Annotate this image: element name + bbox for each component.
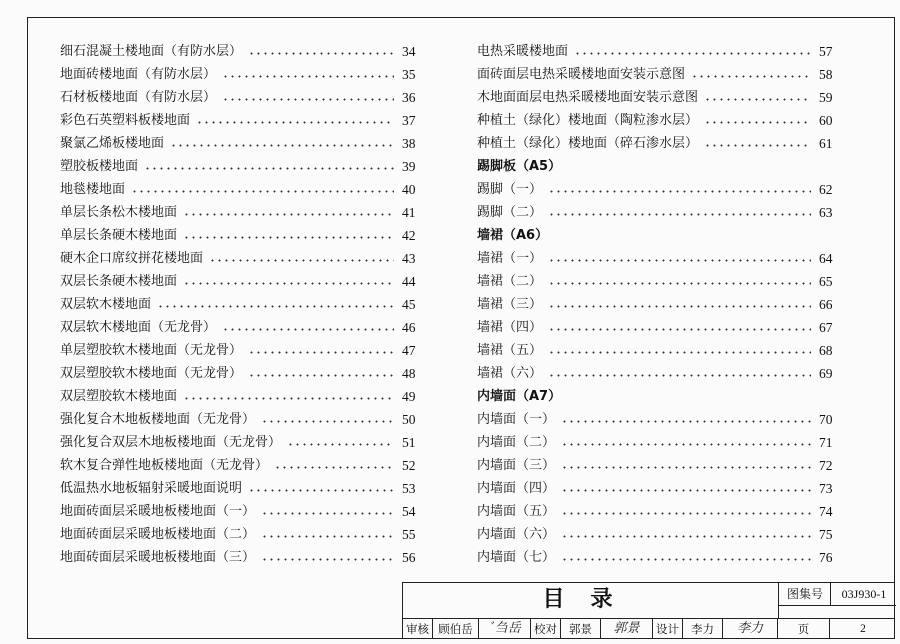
toc-section-heading-text: 内墙面（A7）	[477, 389, 562, 404]
toc-dot-leader	[248, 40, 394, 63]
toc-entry-page: 64	[819, 251, 833, 266]
toc-dot-leader	[183, 270, 394, 293]
toc-entry[interactable]	[477, 431, 837, 454]
toc-entry-title: 地面砖面层采暖地板楼地面（二）	[60, 523, 257, 546]
toc-entry[interactable]	[60, 270, 420, 293]
toc-entry-title: 单层长条硬木楼地面	[60, 224, 179, 247]
toc-entry-page: 54	[402, 504, 416, 519]
toc-entry-title: 聚氯乙烯板楼地面	[60, 132, 166, 155]
atlas-number-label: 图集号	[778, 583, 831, 605]
toc-entry[interactable]	[477, 454, 837, 477]
toc-entry-title: 地毯楼地面	[60, 178, 127, 201]
toc-entry[interactable]	[477, 546, 837, 569]
title-block-row-signatures	[402, 618, 895, 639]
toc-dot-leader	[691, 63, 811, 86]
toc-dot-leader	[561, 546, 811, 569]
toc-entry[interactable]	[60, 500, 420, 523]
review-signature: ﾞ刍岳	[479, 619, 531, 639]
toc-entry-page: 43	[402, 251, 416, 266]
toc-entry-title: 墙裙（六）	[477, 362, 544, 385]
review-label: 审核	[403, 619, 433, 639]
toc-entry-page: 44	[402, 274, 416, 289]
toc-entry-title: 内墙面（七）	[477, 546, 557, 569]
toc-entry-page: 55	[402, 527, 416, 542]
sheet-title: 目录	[542, 587, 639, 612]
toc-entry-title: 强化复合木地板楼地面（无龙骨）	[60, 408, 257, 431]
toc-dot-leader	[548, 178, 811, 201]
toc-entry-page: 36	[402, 90, 416, 105]
proof-label: 校对	[531, 619, 561, 639]
toc-entry-title: 单层塑胶软木楼地面（无龙骨）	[60, 339, 244, 362]
toc-entry-title: 墙裙（四）	[477, 316, 544, 339]
toc-section-heading	[477, 224, 837, 247]
toc-entry[interactable]	[477, 247, 837, 270]
toc-entry[interactable]	[60, 385, 420, 408]
toc-dot-leader	[548, 362, 811, 385]
toc-entry-page: 69	[819, 366, 833, 381]
toc-dot-leader	[131, 178, 394, 201]
toc-dot-leader	[274, 454, 394, 477]
atlas-box-lower	[778, 605, 896, 619]
toc-dot-leader	[196, 109, 394, 132]
toc-dot-leader	[222, 63, 394, 86]
toc-dot-leader	[157, 293, 394, 316]
toc-entry-title: 细石混凝土楼地面（有防水层）	[60, 40, 244, 63]
title-block	[402, 582, 895, 639]
toc-entry[interactable]	[477, 132, 837, 155]
toc-entry[interactable]	[477, 63, 837, 86]
toc-entry-page: 68	[819, 343, 833, 358]
toc-entry-page: 48	[402, 366, 416, 381]
toc-entry-page: 35	[402, 67, 416, 82]
toc-entry[interactable]	[477, 408, 837, 431]
toc-dot-leader	[287, 431, 394, 454]
toc-entry-title: 地面砖楼地面（有防水层）	[60, 63, 218, 86]
toc-entry-page: 47	[402, 343, 416, 358]
design-signature: 李力	[723, 619, 778, 639]
toc-entry-title: 低温热水地板辐射采暖地面说明	[60, 477, 244, 500]
toc-entry-title: 硬木企口席纹拼花楼地面	[60, 247, 205, 270]
toc-entry-title: 内墙面（二）	[477, 431, 557, 454]
toc-dot-leader	[261, 523, 394, 546]
toc-dot-leader	[704, 109, 811, 132]
toc-dot-leader	[561, 477, 811, 500]
toc-entry[interactable]	[60, 293, 420, 316]
toc-entry[interactable]	[60, 362, 420, 385]
toc-dot-leader	[548, 247, 811, 270]
toc-entry-title: 软木复合弹性地板楼地面（无龙骨）	[60, 454, 270, 477]
design-label: 设计	[653, 619, 683, 639]
toc-entry[interactable]	[477, 40, 837, 63]
toc-entry-page: 38	[402, 136, 416, 151]
toc-dot-leader	[704, 86, 811, 109]
toc-section-heading-text: 墙裙（A6）	[477, 228, 549, 243]
toc-entry-page: 66	[819, 297, 833, 312]
toc-dot-leader	[561, 431, 811, 454]
toc-entry-page: 42	[402, 228, 416, 243]
toc-entry[interactable]	[60, 546, 420, 569]
toc-dot-leader	[261, 500, 394, 523]
toc-section-heading	[477, 385, 837, 408]
toc-entry-page: 40	[402, 182, 416, 197]
toc-entry[interactable]	[60, 224, 420, 247]
toc-entry[interactable]	[60, 132, 420, 155]
toc-dot-leader	[209, 247, 394, 270]
toc-entry-page: 50	[402, 412, 416, 427]
page-label: 页	[778, 619, 830, 639]
toc-entry-title: 双层塑胶软木楼地面（无龙骨）	[60, 362, 244, 385]
toc-dot-leader	[561, 454, 811, 477]
toc-entry-page: 76	[819, 550, 833, 565]
toc-dot-leader	[261, 408, 394, 431]
toc-entry-page: 57	[819, 44, 833, 59]
toc-entry-page: 75	[819, 527, 833, 542]
toc-entry-page: 71	[819, 435, 833, 450]
toc-entry-page: 60	[819, 113, 833, 128]
title-block-row-main	[402, 582, 895, 618]
toc-entry[interactable]	[60, 454, 420, 477]
toc-entry-page: 45	[402, 297, 416, 312]
toc-entry-title: 墙裙（三）	[477, 293, 544, 316]
toc-dot-leader	[183, 385, 394, 408]
toc-entry[interactable]	[60, 408, 420, 431]
toc-entry-page: 39	[402, 159, 416, 174]
toc-entry-page: 34	[402, 44, 416, 59]
toc-entry[interactable]	[477, 178, 837, 201]
toc-entry-page: 70	[819, 412, 833, 427]
toc-entry[interactable]	[477, 293, 837, 316]
design-name: 李力	[683, 619, 723, 639]
toc-entry-page: 59	[819, 90, 833, 105]
toc-entry-page: 51	[402, 435, 416, 450]
toc-dot-leader	[183, 201, 394, 224]
toc-dot-leader	[548, 201, 811, 224]
toc-dot-leader	[548, 293, 811, 316]
toc-dot-leader	[248, 362, 394, 385]
toc-entry-title: 面砖面层电热采暖楼地面安装示意图	[477, 63, 687, 86]
toc-entry-title: 双层软木楼地面（无龙骨）	[60, 316, 218, 339]
toc-entry-page: 62	[819, 182, 833, 197]
toc-entry-page: 63	[819, 205, 833, 220]
toc-entry-page: 61	[819, 136, 833, 151]
toc-entry-title: 单层长条松木楼地面	[60, 201, 179, 224]
toc-entry-page: 73	[819, 481, 833, 496]
toc-entry[interactable]	[477, 362, 837, 385]
toc-entry-title: 双层塑胶软木楼地面	[60, 385, 179, 408]
toc-entry-title: 踢脚（一）	[477, 178, 544, 201]
toc-entry-title: 内墙面（五）	[477, 500, 557, 523]
toc-dot-leader	[248, 477, 394, 500]
toc-entry-title: 内墙面（一）	[477, 408, 557, 431]
toc-entry[interactable]	[60, 40, 420, 63]
toc-entry-title: 种植土（绿化）楼地面（碎石渗水层）	[477, 132, 700, 155]
toc-entry[interactable]	[60, 523, 420, 546]
toc-entry[interactable]	[477, 477, 837, 500]
toc-entry[interactable]	[60, 155, 420, 178]
toc-entry[interactable]	[60, 201, 420, 224]
toc-dot-leader	[222, 316, 394, 339]
toc-dot-leader	[704, 132, 811, 155]
toc-entry-title: 双层软木楼地面	[60, 293, 153, 316]
atlas-number: 03J930-1	[830, 583, 897, 605]
toc-entry-page: 37	[402, 113, 416, 128]
toc-entry[interactable]	[60, 86, 420, 109]
toc-entry-title: 地面砖面层采暖地板楼地面（三）	[60, 546, 257, 569]
proof-name: 郭景	[561, 619, 601, 639]
toc-entry-page: 52	[402, 458, 416, 473]
toc-entry-title: 内墙面（四）	[477, 477, 557, 500]
toc-entry[interactable]	[477, 316, 837, 339]
toc-entry-page: 72	[819, 458, 833, 473]
toc-entry[interactable]	[477, 523, 837, 546]
toc-dot-leader	[548, 339, 811, 362]
toc-entry-title: 彩色石英塑料板楼地面	[60, 109, 192, 132]
toc-entry[interactable]	[477, 270, 837, 293]
toc-entry-page: 41	[402, 205, 416, 220]
toc-entry-title: 墙裙（一）	[477, 247, 544, 270]
toc-entry-title: 强化复合双层木地板楼地面（无龙骨）	[60, 431, 283, 454]
toc-entry[interactable]	[60, 477, 420, 500]
toc-entry-page: 65	[819, 274, 833, 289]
toc-dot-leader	[144, 155, 394, 178]
toc-entry-page: 74	[819, 504, 833, 519]
toc-entry[interactable]	[477, 339, 837, 362]
toc-entry-title: 种植土（绿化）楼地面（陶粒渗水层）	[477, 109, 700, 132]
toc-section-heading-text: 踢脚板（A5）	[477, 159, 562, 174]
toc-entry-title: 木地面面层电热采暖楼地面安装示意图	[477, 86, 700, 109]
toc-dot-leader	[261, 546, 394, 569]
toc-dot-leader	[170, 132, 394, 155]
toc-entry-title: 踢脚（二）	[477, 201, 544, 224]
toc-dot-leader	[561, 523, 811, 546]
toc-entry-page: 53	[402, 481, 416, 496]
toc-entry-page: 56	[402, 550, 416, 565]
toc-entry-title: 电热采暖楼地面	[477, 40, 570, 63]
toc-entry-title: 地面砖面层采暖地板楼地面（一）	[60, 500, 257, 523]
toc-dot-leader	[574, 40, 811, 63]
toc-right-column	[477, 40, 837, 569]
toc-entry[interactable]	[60, 109, 420, 132]
toc-dot-leader	[248, 339, 394, 362]
toc-entry[interactable]	[60, 339, 420, 362]
toc-dot-leader	[183, 224, 394, 247]
toc-dot-leader	[548, 270, 811, 293]
toc-entry[interactable]	[60, 247, 420, 270]
toc-entry-title: 石材板楼地面（有防水层）	[60, 86, 218, 109]
toc-entry-page: 67	[819, 320, 833, 335]
toc-entry[interactable]	[477, 201, 837, 224]
toc-entry-title: 墙裙（二）	[477, 270, 544, 293]
toc-entry-page: 49	[402, 389, 416, 404]
toc-entry-title: 内墙面（六）	[477, 523, 557, 546]
toc-entry-title: 墙裙（五）	[477, 339, 544, 362]
toc-left-column	[60, 40, 420, 569]
toc-entry[interactable]	[477, 109, 837, 132]
toc-entry[interactable]	[60, 178, 420, 201]
page-number: 2	[860, 623, 866, 635]
toc-section-heading	[477, 155, 837, 178]
toc-dot-leader	[548, 316, 811, 339]
toc-entry[interactable]	[60, 316, 420, 339]
toc-entry-page: 58	[819, 67, 833, 82]
toc-entry-title: 双层长条硬木楼地面	[60, 270, 179, 293]
toc-entry[interactable]	[60, 431, 420, 454]
toc-entry-page: 46	[402, 320, 416, 335]
toc-entry[interactable]	[60, 63, 420, 86]
toc-entry[interactable]	[477, 500, 837, 523]
toc-dot-leader	[222, 86, 394, 109]
toc-entry-title: 塑胶板楼地面	[60, 155, 140, 178]
toc-entry[interactable]	[477, 86, 837, 109]
toc-entry-title: 内墙面（三）	[477, 454, 557, 477]
review-name: 顾伯岳	[433, 619, 479, 639]
toc-dot-leader	[561, 500, 811, 523]
toc-dot-leader	[561, 408, 811, 431]
proof-signature: 郭景	[601, 619, 653, 639]
